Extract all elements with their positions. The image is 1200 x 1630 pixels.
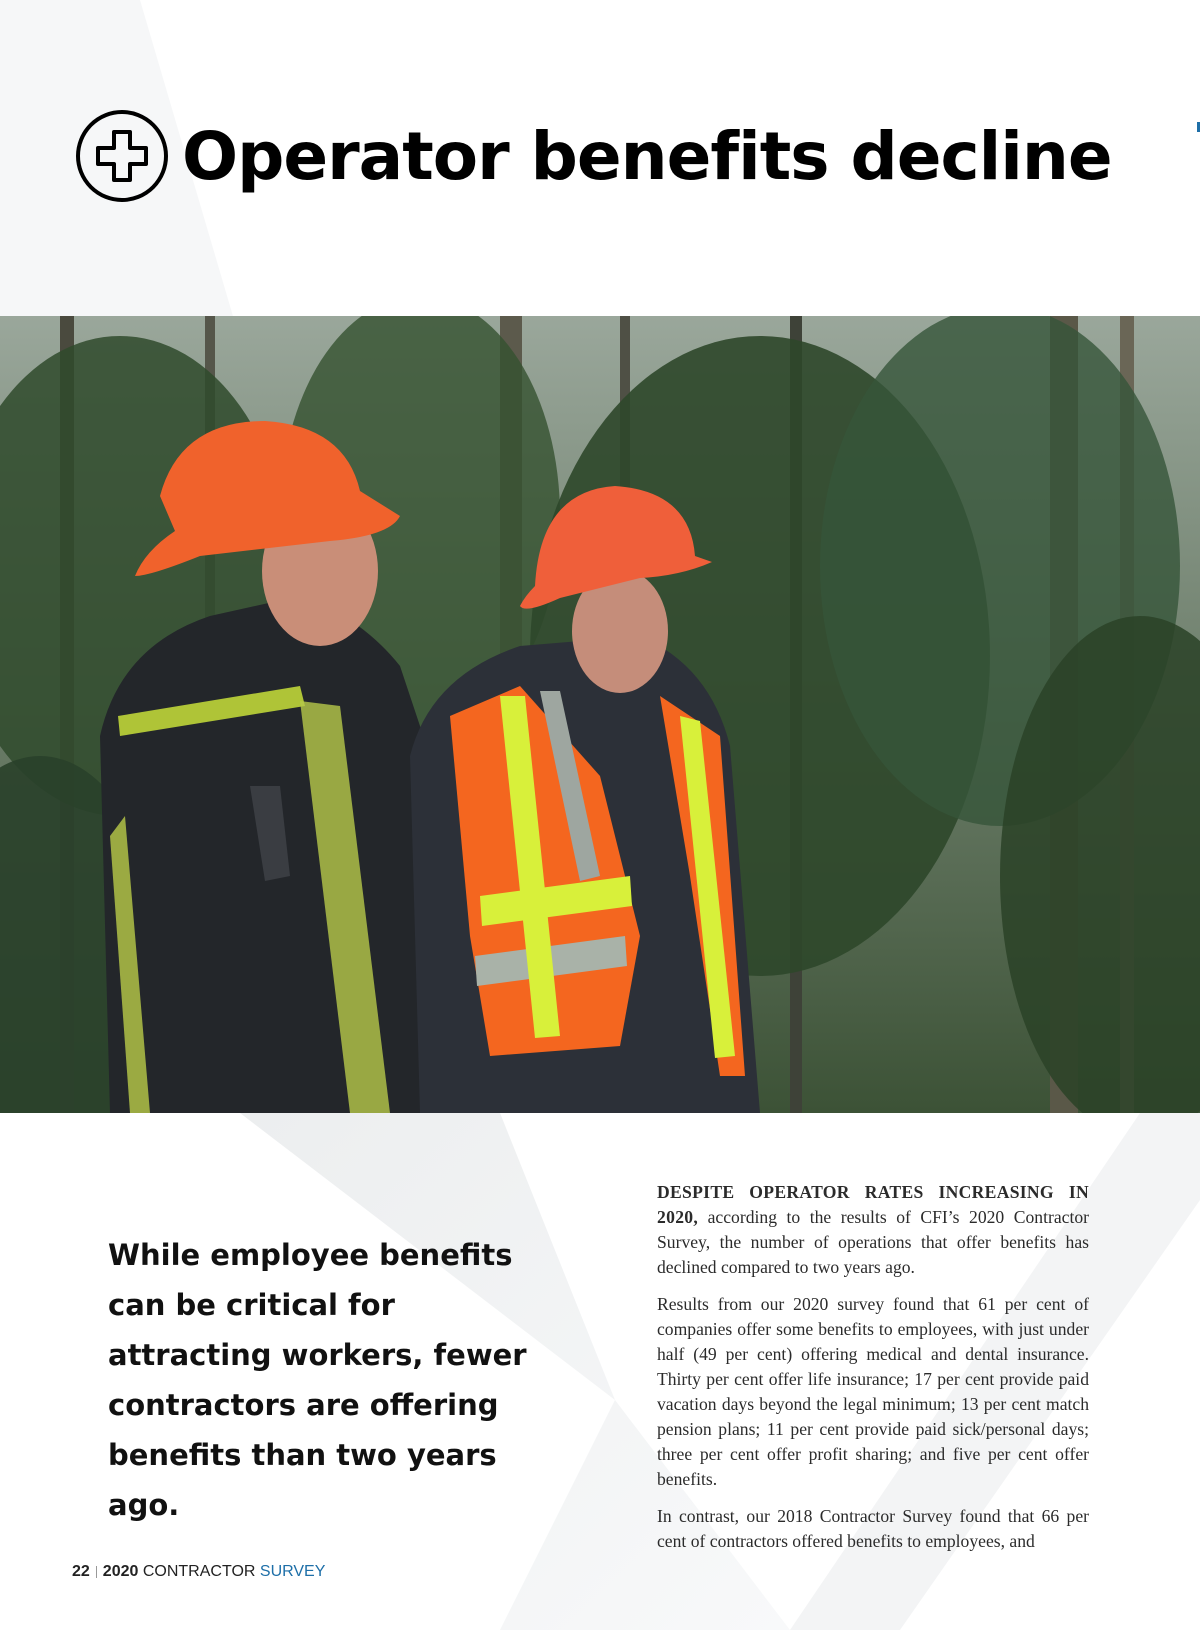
pull-quote: While employee benefits can be critical for attracting workers, fewer contractors are offering benefits than two years ago.: [108, 1238, 527, 1522]
page-footer: [72, 1563, 325, 1581]
footer-publication: CONTRACTOR: [142, 1563, 256, 1580]
article-paragraph-2: Results from our 2020 survey found that 61 per cent of companies offer some benefits to employees, with just under half (49 per cent) offering medical and dental insurance. Thirty per cent offer life insurance; 17 per cent provide paid vacation days beyond the legal minimum; 13 per cent match pension plans; 11 per cent provide paid sick/personal days; three per cent offer profit sharing; and five per cent offer benefits.: [657, 1294, 1089, 1489]
footer-section: SURVEY: [259, 1563, 326, 1580]
article-body: [657, 1180, 1089, 1566]
lead-in: DESPITE OPERATOR RATES INCREASING IN 2020,: [657, 1182, 1089, 1227]
footer-divider: [96, 1566, 97, 1578]
title-row: [74, 108, 1112, 204]
page-number: 22: [72, 1563, 90, 1580]
lead-paragraph-text: according to the results of CFI’s 2020 Contractor Survey, the number of operations that offer benefits has declined compared to two years ago.: [657, 1207, 1089, 1277]
footer-year: 2020: [102, 1563, 139, 1580]
article-paragraph-1: [657, 1180, 1089, 1280]
plus-circle-icon: [74, 108, 170, 204]
two-forestry-workers-in-hard-hats-photo: [0, 316, 1200, 1113]
article-paragraph-3: In contrast, our 2018 Contractor Survey found that 66 per cent of contractors offered benefits to employees, and: [657, 1506, 1089, 1551]
page-title: Operator benefits decline: [182, 117, 1112, 195]
